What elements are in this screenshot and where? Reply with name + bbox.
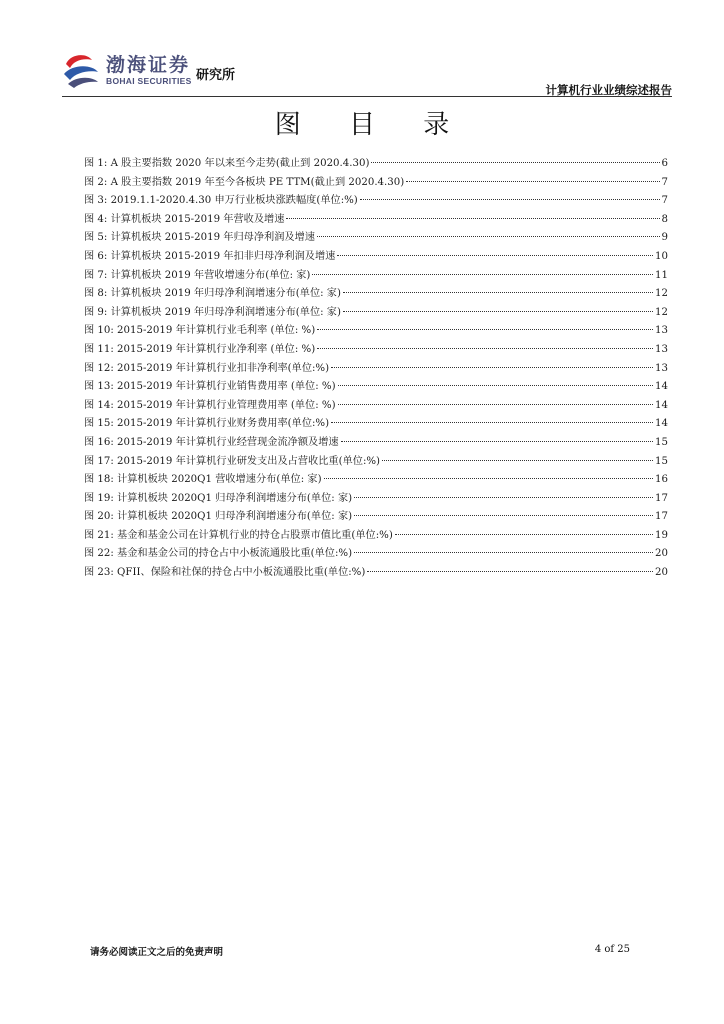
toc-entry-page: 12	[655, 288, 668, 300]
page-footer	[90, 944, 630, 958]
toc-entry[interactable]	[84, 490, 668, 509]
dot-leader	[343, 311, 653, 312]
toc-entry-label: 图 23: QFII、保险和社保的持仓占中小板流通股比重(单位:%)	[84, 567, 366, 579]
figure-index-list	[84, 155, 668, 583]
toc-entry-label: 图 8: 计算机板块 2019 年归母净利润增速分布(单位: 家)	[84, 288, 341, 300]
dot-leader	[324, 478, 653, 479]
toc-entry-page: 14	[655, 399, 668, 411]
dot-leader	[343, 292, 653, 293]
toc-entry-label: 图 7: 计算机板块 2019 年营收增速分布(单位: 家)	[84, 269, 311, 281]
dot-leader	[395, 534, 653, 535]
toc-entry[interactable]	[84, 545, 668, 564]
toc-entry-page: 17	[655, 492, 668, 504]
toc-entry-page: 12	[655, 306, 668, 318]
toc-entry-label: 图 21: 基金和基金公司在计算机行业的持仓占股票市值比重(单位:%)	[84, 529, 393, 541]
toc-entry[interactable]	[84, 192, 668, 211]
toc-entry[interactable]	[84, 360, 668, 379]
toc-entry-page: 17	[655, 511, 668, 523]
toc-entry[interactable]	[84, 397, 668, 416]
toc-entry-label: 图 17: 2015-2019 年计算机行业研发支出及占营收比重(单位:%)	[84, 455, 381, 467]
toc-entry-page: 20	[655, 567, 668, 579]
page-header	[62, 44, 672, 96]
toc-entry-page: 13	[655, 362, 668, 374]
toc-entry[interactable]	[84, 434, 668, 453]
dot-leader	[406, 181, 659, 182]
toc-entry-page: 15	[655, 455, 668, 467]
dot-leader	[317, 329, 653, 330]
dot-leader	[354, 515, 653, 516]
toc-entry[interactable]	[84, 508, 668, 527]
toc-entry-label: 图 11: 2015-2019 年计算机行业净利率 (单位: %)	[84, 343, 316, 355]
toc-entry[interactable]	[84, 378, 668, 397]
toc-entry-page: 14	[655, 381, 668, 393]
toc-entry-page: 9	[661, 232, 668, 244]
toc-entry[interactable]	[84, 415, 668, 434]
institute-label: 研究所	[196, 68, 236, 83]
dot-leader	[337, 255, 653, 256]
toc-entry-label: 图 9: 计算机板块 2019 年归母净利润增速分布(单位: 家)	[84, 306, 341, 318]
logo-english-name: BOHAI SECURITIES	[106, 76, 192, 86]
dot-leader	[354, 552, 653, 553]
dot-leader	[341, 441, 653, 442]
dot-leader	[317, 236, 660, 237]
dot-leader	[338, 385, 653, 386]
dot-leader	[338, 404, 653, 405]
report-title: 计算机行业业绩综述报告	[545, 83, 672, 97]
toc-entry[interactable]	[84, 229, 668, 248]
toc-entry-page: 6	[661, 158, 668, 169]
toc-entry-page: 19	[655, 529, 668, 541]
toc-entry[interactable]	[84, 527, 668, 546]
toc-entry[interactable]	[84, 285, 668, 304]
toc-entry-page: 15	[655, 436, 668, 448]
bohai-logo-icon	[62, 50, 102, 90]
toc-entry-label: 图 3: 2019.1.1-2020.4.30 申万行业板块涨跌幅度(单位:%)	[84, 195, 358, 207]
toc-entry-label: 图 12: 2015-2019 年计算机行业扣非净利率(单位:%)	[84, 362, 330, 374]
toc-entry-page: 7	[661, 195, 668, 207]
toc-entry[interactable]	[84, 174, 668, 193]
toc-entry[interactable]	[84, 471, 668, 490]
dot-leader	[312, 274, 653, 275]
header-divider	[62, 96, 672, 97]
toc-entry[interactable]	[84, 453, 668, 472]
dot-leader	[360, 199, 660, 200]
toc-entry[interactable]	[84, 211, 668, 230]
toc-entry-label: 图 13: 2015-2019 年计算机行业销售费用率 (单位: %)	[84, 381, 336, 393]
dot-leader	[367, 571, 653, 572]
toc-entry[interactable]	[84, 248, 668, 267]
toc-entry[interactable]	[84, 341, 668, 360]
disclaimer-notice: 请务必阅读正文之后的免责声明	[90, 947, 224, 958]
toc-entry-label: 图 6: 计算机板块 2015-2019 年扣非归母净利润及增速	[84, 250, 336, 262]
logo-chinese-name: 渤海证券	[106, 54, 191, 76]
toc-entry-label: 图 14: 2015-2019 年计算机行业管理费用率 (单位: %)	[84, 399, 336, 411]
dot-leader	[354, 497, 653, 498]
toc-entry-label: 图 18: 计算机板块 2020Q1 营收增速分布(单位: 家)	[84, 474, 322, 486]
toc-entry[interactable]	[84, 267, 668, 286]
toc-entry-page: 10	[655, 250, 668, 262]
toc-entry-label: 图 1: A 股主要指数 2020 年以来至今走势(截止到 2020.4.30)	[84, 158, 370, 169]
dot-leader	[286, 218, 659, 219]
toc-entry-page: 13	[655, 325, 668, 337]
toc-entry-page: 7	[661, 176, 668, 188]
toc-entry-label: 图 16: 2015-2019 年计算机行业经营现金流净额及增速	[84, 436, 339, 448]
toc-entry[interactable]	[84, 322, 668, 341]
dot-leader	[382, 460, 653, 461]
toc-entry-label: 图 4: 计算机板块 2015-2019 年营收及增速	[84, 213, 285, 225]
dot-leader	[317, 348, 653, 349]
dot-leader	[331, 367, 653, 368]
toc-entry-label: 图 5: 计算机板块 2015-2019 年归母净利润及增速	[84, 232, 315, 244]
toc-entry-label: 图 15: 2015-2019 年计算机行业财务费用率(单位:%)	[84, 418, 330, 430]
dot-leader	[371, 162, 659, 163]
toc-entry-page: 8	[661, 213, 668, 225]
toc-entry-page: 16	[655, 474, 668, 486]
toc-entry-label: 图 22: 基金和基金公司的持仓占中小板流通股比重(单位:%)	[84, 548, 353, 560]
toc-entry[interactable]	[84, 304, 668, 323]
page-number: 4 of 25	[594, 944, 630, 955]
toc-entry-page: 13	[655, 343, 668, 355]
toc-title: 图 目 录	[274, 110, 470, 140]
toc-entry-page: 11	[655, 269, 668, 281]
toc-entry[interactable]	[84, 564, 668, 583]
dot-leader	[331, 422, 653, 423]
toc-entry-page: 14	[655, 418, 668, 430]
toc-entry-page: 20	[655, 548, 668, 560]
toc-entry-label: 图 20: 计算机板块 2020Q1 归母净利润增速分布(单位: 家)	[84, 511, 353, 523]
toc-entry-label: 图 2: A 股主要指数 2019 年至今各板块 PE TTM(截止到 2020.4.30)	[84, 176, 405, 188]
toc-entry[interactable]	[84, 155, 668, 174]
toc-entry-label: 图 19: 计算机板块 2020Q1 归母净利润增速分布(单位: 家)	[84, 492, 353, 504]
toc-entry-label: 图 10: 2015-2019 年计算机行业毛利率 (单位: %)	[84, 325, 316, 337]
